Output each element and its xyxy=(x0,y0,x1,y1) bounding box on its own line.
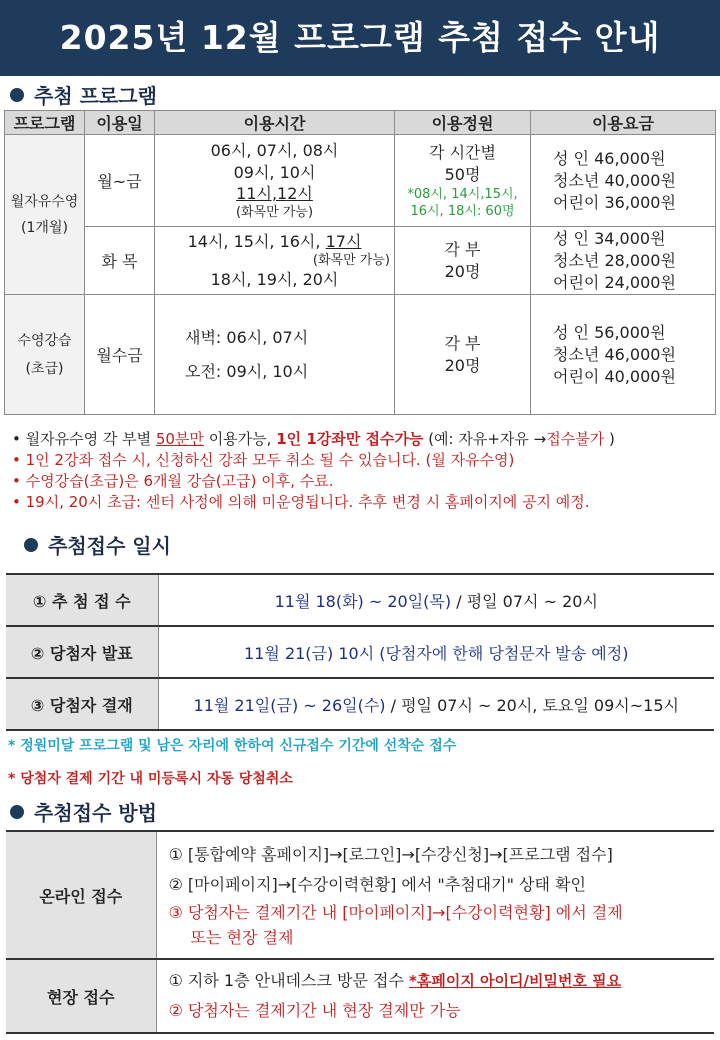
bullet-icon xyxy=(10,805,24,819)
note-item xyxy=(12,429,717,450)
table-row xyxy=(5,135,716,227)
col-header: 프로그램 xyxy=(5,111,85,135)
schedule-table xyxy=(6,573,714,731)
time-note: (화목만 가능) xyxy=(235,204,314,220)
times-cell xyxy=(155,135,395,227)
program-name-cell xyxy=(5,135,85,295)
times-cell xyxy=(155,227,395,295)
table-row xyxy=(6,831,714,959)
fee-youth: 청소년 40,000원 xyxy=(553,170,676,190)
fee-youth: 청소년 46,000원 xyxy=(553,344,676,364)
method-step-cont: 또는 현장 결제 xyxy=(190,928,294,947)
note-item: • 수영강습(초급)은 6개월 강습(고급) 이후, 수료. xyxy=(12,472,334,490)
capacity-line: 20명 xyxy=(444,355,481,375)
fee-adult: 성 인 46,000원 xyxy=(553,148,666,168)
time-line: 06시, 07시, 08시 xyxy=(210,140,339,160)
time-line: 09시, 10시 xyxy=(233,162,316,182)
capacity-note: *08시, 14시,15시, xyxy=(407,186,518,202)
days-cell: 월수금 xyxy=(85,295,155,415)
program-name-cell xyxy=(5,295,85,415)
method-body xyxy=(156,959,714,1033)
method-label: 온라인 접수 xyxy=(6,831,156,959)
time-note: (화목만 가능) xyxy=(312,252,390,268)
method-label: 현장 접수 xyxy=(6,959,156,1033)
time-text: 17시 xyxy=(325,231,362,251)
page-title-banner: 2025년 12월 프로그램 추첨 접수 안내 xyxy=(0,0,720,76)
schedule-label: ① 추 첨 접 수 xyxy=(6,574,158,626)
schedule-date: 11월 21(금) 10시 (당첨자에 한해 당첨문자 발송 예정) xyxy=(244,643,629,663)
schedule-date: 11월 21일(금) ~ 26일(수) xyxy=(193,695,386,715)
method-step: ③ 당첨자는 결제기간 내 [마이페이지]→[수강이력현황] 에서 결제 xyxy=(168,903,623,922)
time-line: 18시, 19시, 20시 xyxy=(210,269,339,289)
section-title-text: 추첨접수 일시 xyxy=(48,534,171,558)
table-row xyxy=(5,295,716,415)
capacity-line: 50명 xyxy=(444,164,481,184)
fee-youth: 청소년 28,000원 xyxy=(553,250,676,270)
table-row xyxy=(6,678,714,730)
capacity-cell xyxy=(395,295,531,415)
bullet-icon xyxy=(24,538,38,552)
method-body xyxy=(156,831,714,959)
fee-child: 어린이 40,000원 xyxy=(553,366,676,386)
fee-child: 어린이 24,000원 xyxy=(553,272,676,292)
schedule-hours: / 평일 07시 ~ 20시 xyxy=(451,591,598,611)
program-table xyxy=(4,110,716,415)
method-step: ① [통합예약 홈페이지]→[로그인]→[수강신청]→[프로그램 접수] xyxy=(168,845,613,864)
time-line: 11시,12시 xyxy=(236,183,313,203)
col-header: 이용요금 xyxy=(531,111,716,135)
section-title-programs xyxy=(10,80,157,109)
days-cell: 화 목 xyxy=(85,227,155,295)
method-step-text: ① 지하 1층 안내데스크 방문 접수 xyxy=(168,971,410,990)
note-text: (예: 자유+자유 → xyxy=(423,430,547,448)
time-text: 14시, 15시, 16시, xyxy=(187,231,321,251)
col-header: 이용시간 xyxy=(155,111,395,135)
col-header: 이용정원 xyxy=(395,111,531,135)
section-title-method xyxy=(10,797,157,826)
table-row xyxy=(6,959,714,1033)
table-row xyxy=(6,626,714,678)
section-title-text: 추첨접수 방법 xyxy=(34,801,157,825)
footnote-first-come: * 정원미달 프로그램 및 남은 자리에 한하여 신규접수 기간에 선착순 접수 xyxy=(8,738,457,754)
program-level: (초급) xyxy=(25,360,64,377)
time-line xyxy=(155,231,394,253)
section-title-schedule xyxy=(24,530,171,559)
footnote-auto-cancel: * 당첨자 결제 기간 내 미등록시 자동 당첨취소 xyxy=(8,771,293,787)
method-table xyxy=(6,830,714,1034)
schedule-value xyxy=(158,574,714,626)
fee-adult: 성 인 56,000원 xyxy=(553,322,666,342)
bullet-icon xyxy=(10,88,24,102)
schedule-date: 11월 18(화) ~ 20일(목) xyxy=(274,591,452,611)
note-text: ) xyxy=(604,430,615,448)
capacity-line: 20명 xyxy=(444,261,481,281)
note-highlight: 접수불가 xyxy=(546,430,605,448)
note-text: 이용가능, xyxy=(203,430,277,448)
time-line: 오전: 09시, 10시 xyxy=(185,361,309,381)
schedule-hours: / 평일 07시 ~ 20시, 토요일 09시~15시 xyxy=(385,695,679,715)
table-row xyxy=(6,574,714,626)
capacity-cell xyxy=(395,227,531,295)
section-title-text: 추첨 프로그램 xyxy=(34,84,157,108)
note-highlight: 50분만 xyxy=(155,430,204,448)
fee-adult: 성 인 34,000원 xyxy=(553,228,666,248)
table-row xyxy=(5,227,716,295)
capacity-note: 16시, 18시: 60명 xyxy=(410,203,515,219)
note-item: • 1인 2강좌 접수 시, 신청하신 강좌 모두 취소 될 수 있습니다. (월 자유수영) xyxy=(12,451,515,469)
fee-child: 어린이 36,000원 xyxy=(553,192,676,212)
program-name: 수영강습 xyxy=(17,332,72,349)
table-header-row xyxy=(5,111,716,135)
fee-cell xyxy=(531,295,716,415)
schedule-value xyxy=(158,626,714,678)
schedule-label: ③ 당첨자 결재 xyxy=(6,678,158,730)
times-cell xyxy=(155,295,395,415)
notes-list xyxy=(12,429,717,513)
note-text: • 월자유수영 각 부별 xyxy=(12,430,156,448)
col-header: 이용일 xyxy=(85,111,155,135)
method-step: ② 당첨자는 결제기간 내 현장 결제만 가능 xyxy=(168,1001,461,1020)
fee-cell xyxy=(531,135,716,227)
program-name: 월자유수영 xyxy=(10,193,79,210)
schedule-value xyxy=(158,678,714,730)
capacity-line: 각 부 xyxy=(444,239,481,259)
fee-cell xyxy=(531,227,716,295)
method-step-note: *홈페이지 아이디/비밀번호 필요 xyxy=(409,972,622,990)
capacity-cell xyxy=(395,135,531,227)
time-line: 새벽: 06시, 07시 xyxy=(185,327,309,347)
schedule-label: ② 당첨자 발표 xyxy=(6,626,158,678)
program-period: (1개월) xyxy=(21,219,68,236)
days-cell: 월~금 xyxy=(85,135,155,227)
capacity-line: 각 부 xyxy=(444,333,481,353)
note-item: • 19시, 20시 초급: 센터 사정에 의해 미운영됩니다. 추후 변경 시 홈페이지에 공지 예정. xyxy=(12,493,590,511)
capacity-line: 각 시간별 xyxy=(429,142,496,162)
note-highlight: 1인 1강좌만 접수가능 xyxy=(276,430,424,448)
method-step xyxy=(169,966,715,996)
method-step: ② [마이페이지]→[수강이력현황] 에서 "추첨대기" 상태 확인 xyxy=(168,875,586,894)
